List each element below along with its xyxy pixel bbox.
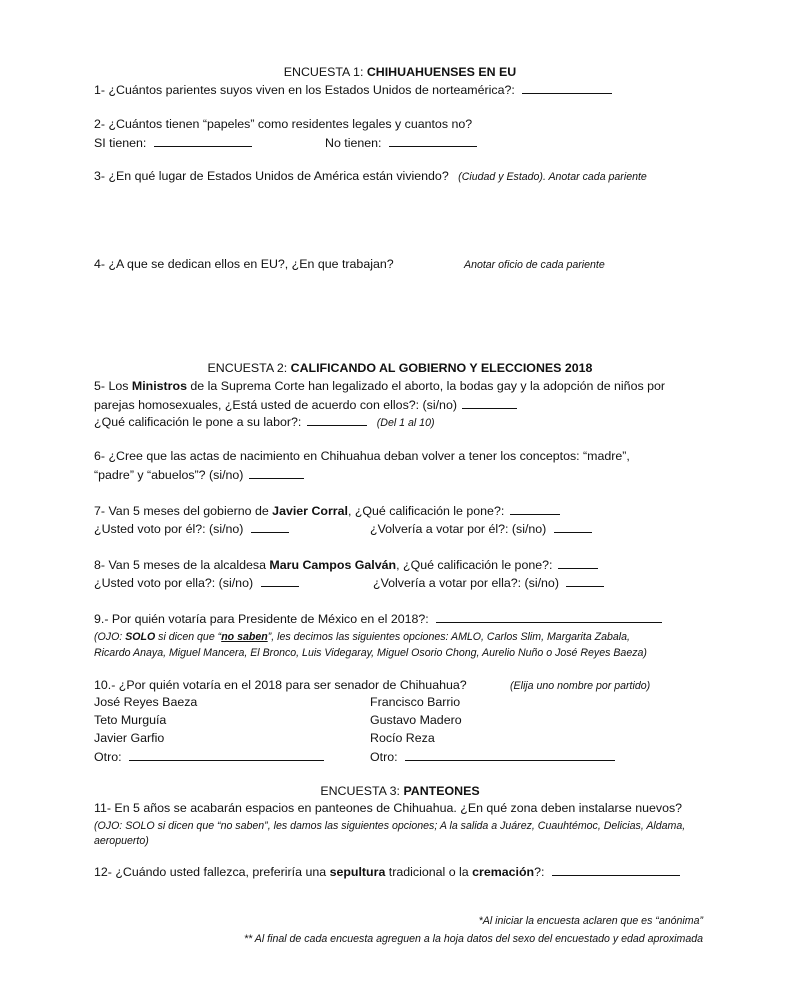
q5-agree-line[interactable]	[462, 397, 517, 409]
candidate-right[interactable]: Rocío Reza	[370, 731, 435, 745]
survey3-title: ENCUESTA 3: PANTEONES	[320, 784, 480, 798]
q11: 11- En 5 años se acabarán espacios en panteones de Chihuahua. ¿En qué zona deben instalarse nuevos?	[94, 801, 683, 815]
q8-again: ¿Volvería a votar por ella?: (si/no)	[373, 575, 604, 591]
q7-grade-line[interactable]	[510, 503, 560, 515]
q12: 12- ¿Cuándo usted fallezca, preferiría una sepultura tradicional o la cremación?:	[94, 864, 680, 880]
q1-answer-line[interactable]	[522, 82, 612, 94]
candidate-left[interactable]: José Reyes Baeza	[94, 695, 198, 709]
other-left-line[interactable]	[129, 749, 324, 761]
footer-note-1: *Al iniciar la encuesta aclaren que es “anónima”	[478, 915, 703, 927]
q3: 3- ¿En qué lugar de Estados Unidos de América están viviendo? (Ciudad y Estado). Anotar cada pariente	[94, 169, 647, 183]
q8-voted-line[interactable]	[261, 575, 299, 587]
candidate-left[interactable]: Teto Murguía	[94, 713, 167, 727]
q6-answer-line[interactable]	[249, 467, 304, 479]
q5: 5- Los Ministros de la Suprema Corte han legalizado el aborto, la bodas gay y la adopción de niños por	[94, 379, 666, 393]
q11-note-line2: aeropuerto)	[94, 835, 149, 847]
q5-grade-line[interactable]	[307, 414, 367, 426]
q8: 8- Van 5 meses de la alcaldesa Maru Campos Galván, ¿Qué calificación le pone?:	[94, 557, 598, 573]
q7: 7- Van 5 meses del gobierno de Javier Corral, ¿Qué calificación le pone?:	[94, 503, 560, 519]
candidate-right[interactable]: Gustavo Madero	[370, 713, 462, 727]
q7-again-line[interactable]	[554, 521, 592, 533]
q9-note: (OJO: SOLO si dicen que “no saben”, les decimos las siguientes opciones: AMLO, Carlos Slim, Margarita Zabala,	[94, 631, 630, 643]
q5-line2: parejas homosexuales, ¿Está usted de acuerdo con ellos?: (si/no)	[94, 397, 517, 413]
q6-line2: “padre” y “abuelos”? (si/no)	[94, 467, 304, 483]
q4-note: Anotar oficio de cada pariente	[464, 259, 605, 271]
q8-voted: ¿Usted voto por ella?: (si/no)	[94, 575, 299, 591]
q2: 2- ¿Cuántos tienen “papeles” como residentes legales y cuantos no?	[94, 117, 473, 131]
q8-grade-line[interactable]	[558, 557, 598, 569]
candidate-left[interactable]: Javier Garfio	[94, 731, 165, 745]
q9: 9.- Por quién votaría para Presidente de México en el 2018?:	[94, 611, 662, 627]
q7-voted: ¿Usted voto por él?: (si/no)	[94, 521, 289, 537]
candidate-right[interactable]: Francisco Barrio	[370, 695, 461, 709]
other-right-line[interactable]	[405, 749, 615, 761]
q9-answer-line[interactable]	[436, 611, 662, 623]
q7-again: ¿Volvería a votar por él?: (si/no)	[370, 521, 592, 537]
survey2-title: ENCUESTA 2: CALIFICANDO AL GOBIERNO Y ELECCIONES 2018	[207, 361, 593, 375]
other-left: Otro:	[94, 749, 324, 765]
q9-note-line2: Ricardo Anaya, Miguel Mancera, El Bronco, Luis Videgaray, Miguel Osorio Chong, Aurelio Nuño o José Reyes Baeza)	[94, 647, 647, 659]
q12-answer-line[interactable]	[552, 864, 680, 876]
q4: 4- ¿A que se dedican ellos en EU?, ¿En que trabajan?	[94, 257, 394, 271]
q5-line3: ¿Qué calificación le pone a su labor?: (Del 1 al 10)	[94, 415, 435, 429]
q10: 10.- ¿Por quién votaría en el 2018 para ser senador de Chihuahua?	[94, 678, 467, 692]
q11-note: (OJO: SOLO si dicen que “no saben”, les damos las siguientes opciones; A la salida a Juárez, Cuauhtémoc, Delicias, Aldama,	[94, 820, 686, 832]
footer-note-2: ** Al final de cada encuesta agreguen a la hoja datos del sexo del encuestado y edad aproximada	[244, 933, 703, 945]
q6: 6- ¿Cree que las actas de nacimiento en Chihuahua deban volver a tener los conceptos: “madre”,	[94, 449, 630, 463]
q2-no-line[interactable]	[389, 135, 477, 147]
other-right: Otro:	[370, 749, 615, 765]
q2-no: No tienen:	[325, 135, 477, 151]
q10-note: (Elija uno nombre por partido)	[510, 680, 651, 692]
q2-yes-line[interactable]	[154, 135, 252, 147]
q8-again-line[interactable]	[566, 575, 604, 587]
q1: 1- ¿Cuántos parientes suyos viven en los Estados Unidos de norteamérica?:	[94, 82, 612, 98]
q7-voted-line[interactable]	[251, 521, 289, 533]
survey1-title: ENCUESTA 1: CHIHUAHUENSES EN EU	[283, 65, 517, 79]
q2-yes: SI tienen:	[94, 135, 252, 151]
